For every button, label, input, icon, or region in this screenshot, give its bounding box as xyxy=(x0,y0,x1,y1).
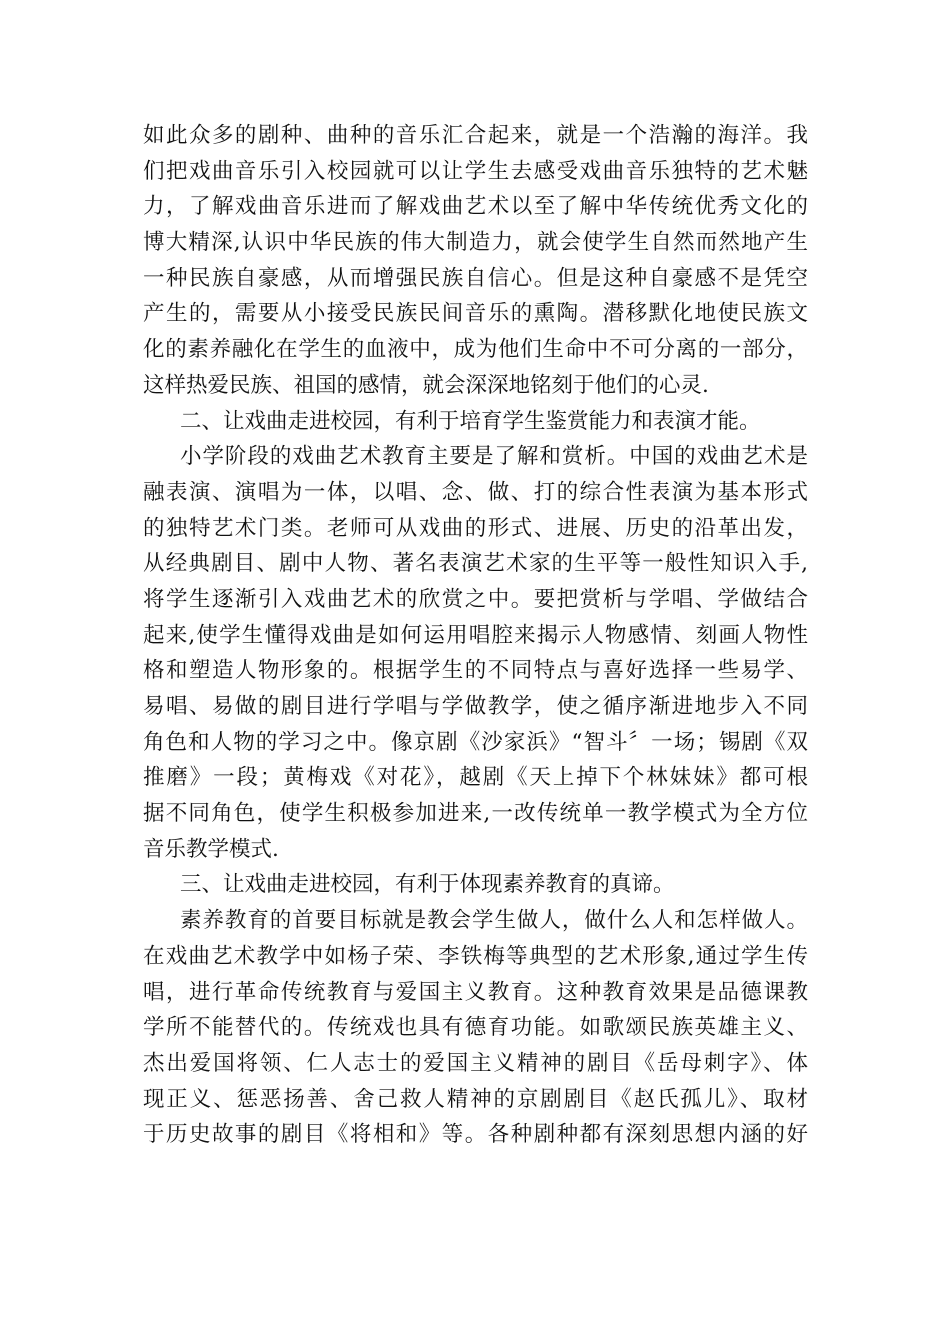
text-line: 如此众多的剧种、曲种的音乐汇合起来，就是一个浩瀚的海洋。我 xyxy=(143,123,808,148)
text-line: 角色和人物的学习之中。像京剧《沙家浜》“智斗〞一场；锡剧《双 xyxy=(143,729,808,755)
text-line: 力，了解戏曲音乐进而了解戏曲艺术以至了解中华传统优秀文化的 xyxy=(143,194,808,220)
section-heading: 三、让戏曲走进校园，有利于体现素养教育的真谛。 xyxy=(180,872,675,898)
text-line: 一种民族自豪感，从而增强民族自信心。但是这种自豪感不是凭空 xyxy=(143,265,808,291)
text-line: 博大精深,认识中华民族的伟大制造力，就会使学生自然而然地产生 xyxy=(143,230,808,256)
text-line: 产生的，需要从小接受民族民间音乐的熏陶。潜移默化地使民族文 xyxy=(143,301,808,327)
text-line: 在戏曲艺术教学中如杨子荣、李铁梅等典型的艺术形象,通过学生传 xyxy=(143,943,808,969)
text-line: 素养教育的首要目标就是教会学生做人，做什么人和怎样做人。 xyxy=(180,908,808,934)
text-line: 化的素养融化在学生的血液中，成为他们生命中不可分离的一部分， xyxy=(143,337,808,363)
text-line: 起来,使学生懂得戏曲是如何运用唱腔来揭示人物感情、刻画人物性 xyxy=(143,622,808,648)
text-line: 从经典剧目、剧中人物、著名表演艺术家的生平等一般性知识入手, xyxy=(143,551,808,577)
text-line: 格和塑造人物形象的。根据学生的不同特点与喜好选择一些易学、 xyxy=(143,658,808,684)
section-heading: 二、让戏曲走进校园，有利于培育学生鉴赏能力和表演才能。 xyxy=(180,408,761,434)
text-line: 这样热爱民族、祖国的感情，就会深深地铭刻于他们的心灵. xyxy=(143,372,709,398)
text-line: 据不同角色，使学生积极参加进来,一改传统单一教学模式为全方位 xyxy=(143,801,808,827)
text-line: 杰出爱国将领、仁人志士的爱国主义精神的剧目《岳母刺字》、体 xyxy=(143,1050,808,1076)
text-line: 易唱、易做的剧目进行学唱与学做教学，使之循序渐进地步入不同 xyxy=(143,694,808,719)
text-line: 的独特艺术门类。老师可从戏曲的形式、进展、历史的沿革出发， xyxy=(143,515,808,541)
text-line: 于历史故事的剧目《将相和》等。各种剧种都有深刻思想内涵的好 xyxy=(143,1122,808,1148)
text-line: 音乐教学模式. xyxy=(143,836,279,862)
body-text xyxy=(143,118,808,1153)
text-line: 小学阶段的戏曲艺术教育主要是了解和赏析。中国的戏曲艺术是 xyxy=(180,444,808,470)
text-line: 学所不能替代的。传统戏也具有德育功能。如歌颂民族英雄主义、 xyxy=(143,1015,808,1041)
text-line: 推磨》一段；黄梅戏《对花》，越剧《天上掉下个林妹妹》都可根 xyxy=(143,765,808,791)
text-line: 现正义、惩恶扬善、舍己救人精神的京剧剧目《赵氏孤儿》、取材 xyxy=(143,1086,808,1112)
text-line: 融表演、演唱为一体，以唱、念、做、打的综合性表演为基本形式 xyxy=(143,479,808,505)
text-line: 们把戏曲音乐引入校园就可以让学生去感受戏曲音乐独特的艺术魅 xyxy=(143,158,808,184)
text-line: 唱，进行革命传统教育与爱国主义教育。这种教育效果是品德课教 xyxy=(143,979,808,1005)
text-line: 将学生逐渐引入戏曲艺术的欣赏之中。要把赏析与学唱、学做结合 xyxy=(143,586,808,612)
